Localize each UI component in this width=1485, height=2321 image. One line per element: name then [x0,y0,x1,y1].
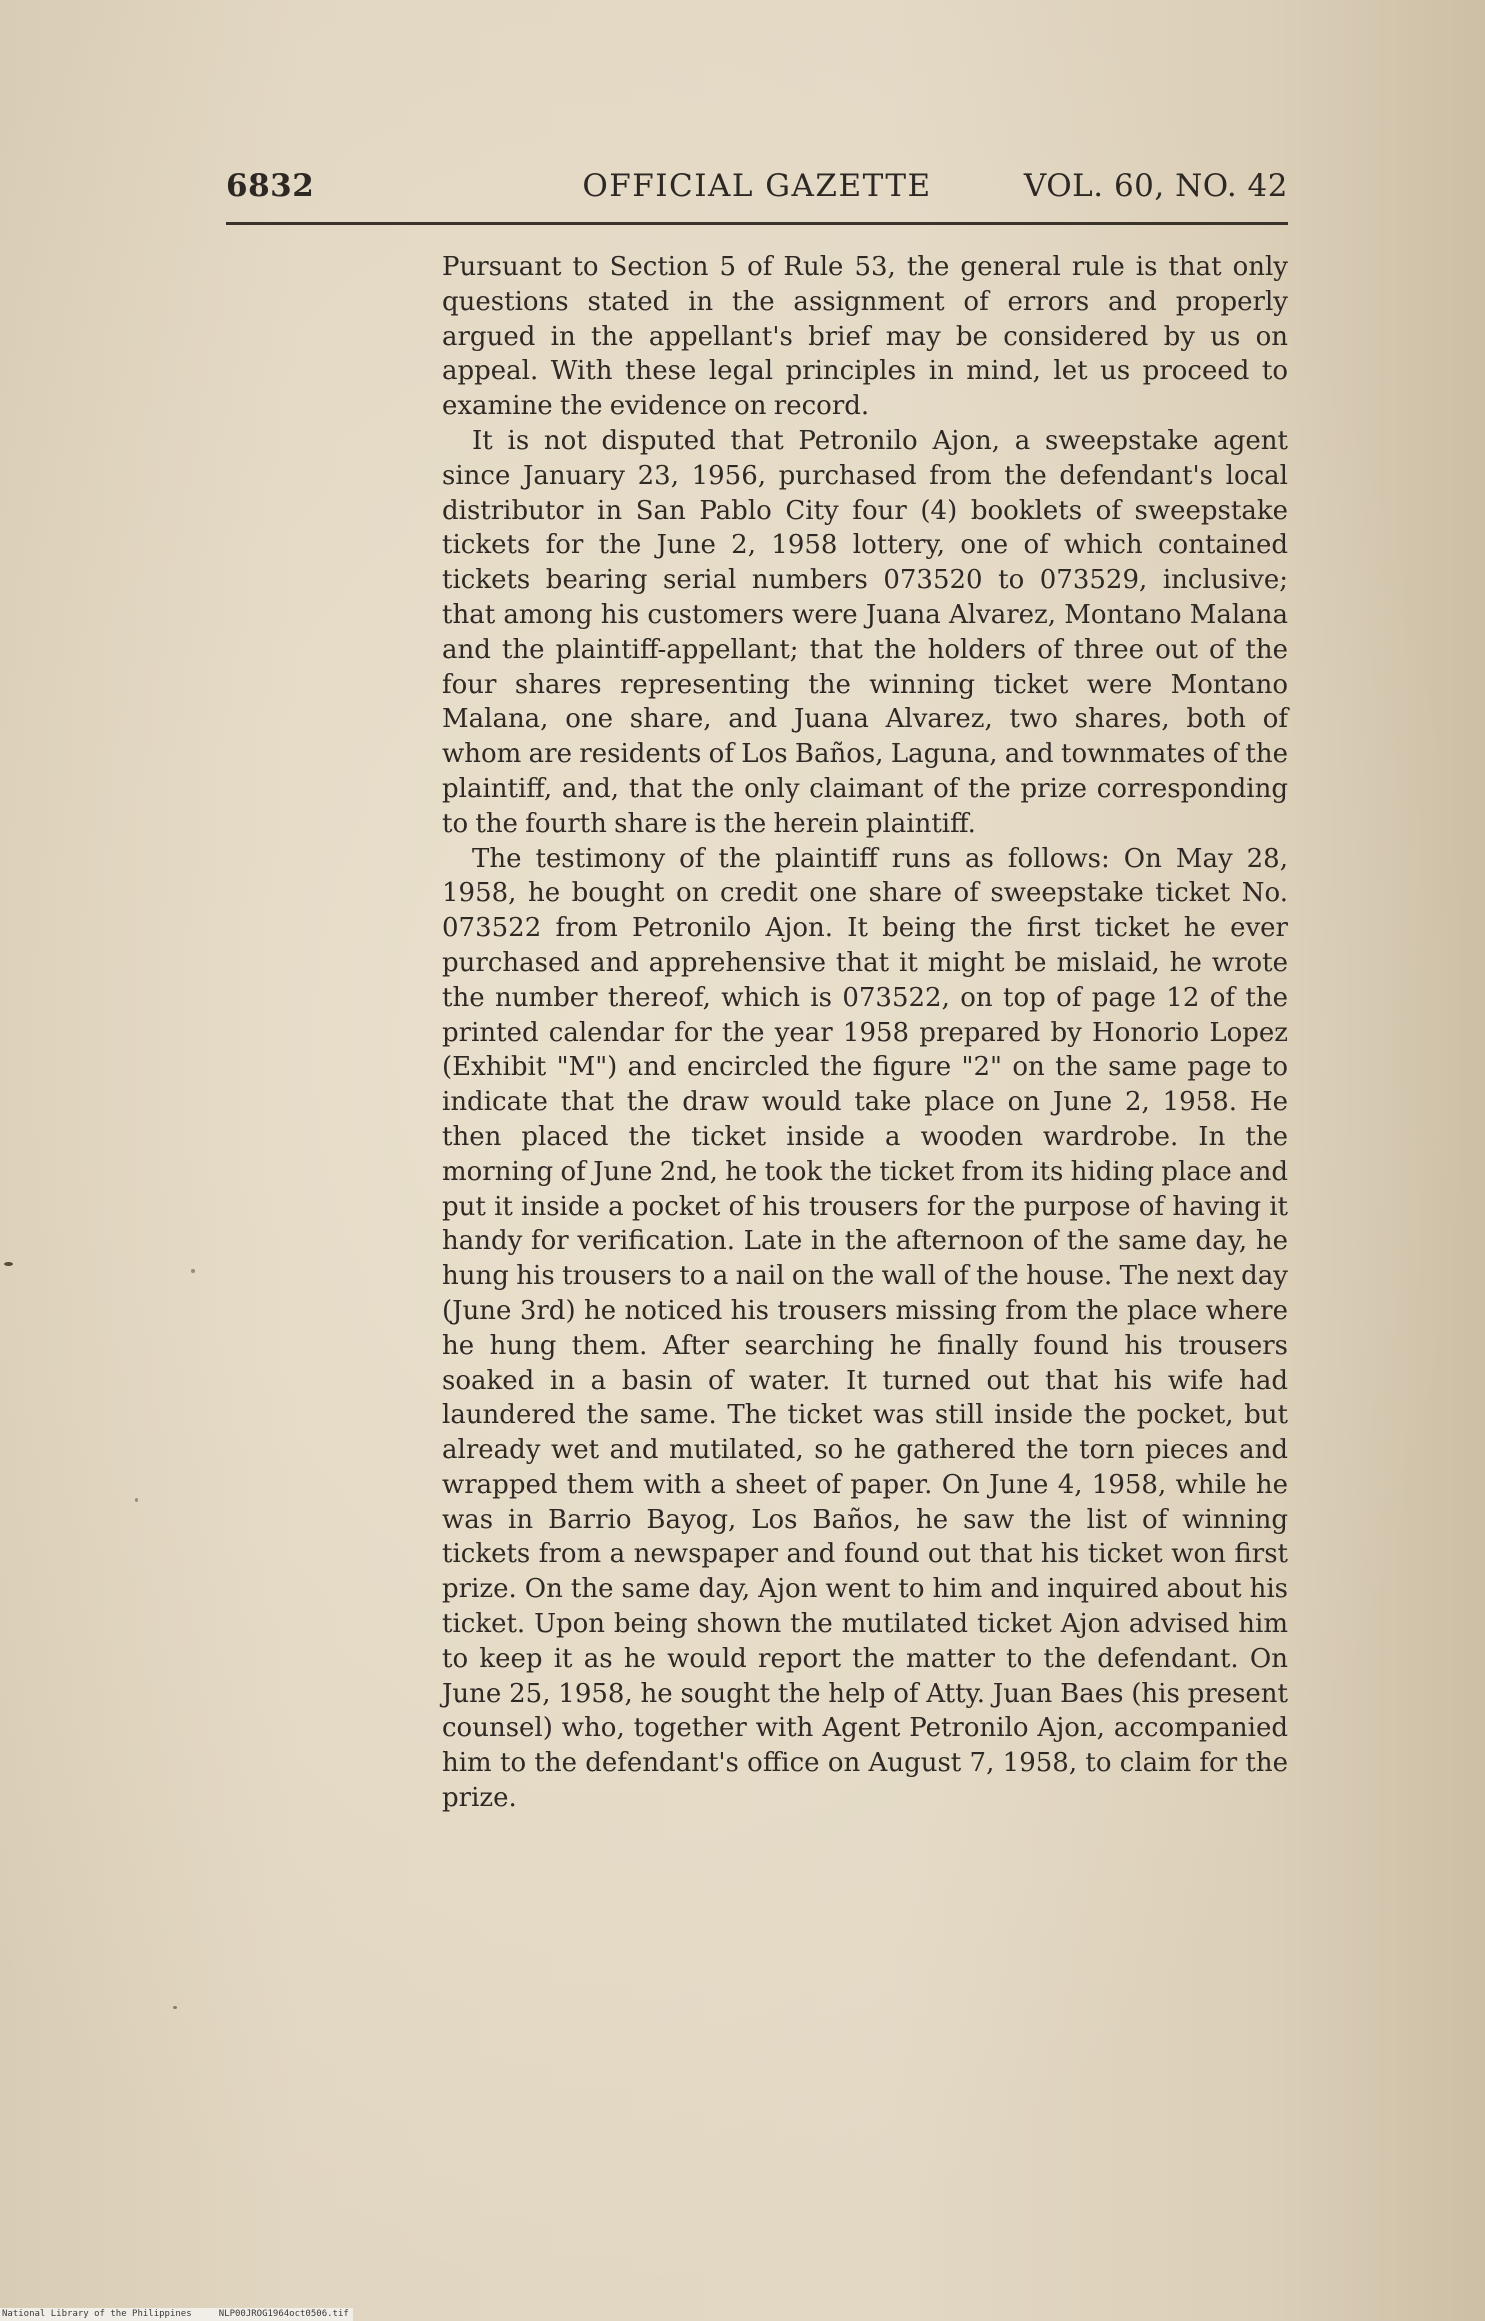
header-rule [226,222,1288,225]
paper-speck [135,1498,138,1502]
paper-speck [173,2006,177,2009]
paragraph-1: Pursuant to Section 5 of Rule 53, the general rule is that only questions stated in the assignment of errors and properly argued in the appellant's brief may be considered by us on appeal. With these legal principles in mind, let us proceed to examine the evidence on record. [442,252,1288,422]
article-body [442,250,1288,1816]
gazette-title: OFFICIAL GAZETTE [582,168,932,204]
scan-footer-stamp: National Library of the Philippines NLP00JROG1964oct0506.tif [0,2308,353,2321]
paper-speck [191,1269,195,1273]
page-number: 6832 [226,168,315,204]
page-header [226,168,1288,212]
paragraph-3: The testimony of the plaintiff runs as follows: On May 28, 1958, he bought on credit one share of sweepstake ticket No. 073522 from Petronilo Ajon. It being the first ticket he ever purchased and apprehensive that it might be mislaid, he wrote the number thereof, which is 073522, on top of page 12 of the printed calendar for the year 1958 prepared by Honorio Lopez (Exhibit "M") and encircled the figure "2" on the same page to indicate that the draw would take place on June 2, 1958. He then placed the ticket inside a wooden wardrobe. In the morning of June 2nd, he took the ticket from its hiding place and put it inside a pocket of his trousers for the purpose of having it handy for verification. Late in the afternoon of the same day, he hung his trousers to a nail on the wall of the house. The next day (June 3rd) he noticed his trousers missing from the place where he hung them. After searching he finally found his trousers soaked in a basin of water. It turned out that his wife had laundered the same. The ticket was still inside the pocket, but already wet and mutilated, so he gathered the torn pieces and wrapped them with a sheet of paper. On June 4, 1958, while he was in Barrio Bayog, Los Baños, he saw the list of winning tickets from a newspaper and found out that his ticket won first prize. On the same day, Ajon went to him and inquired about his ticket. Upon being shown the mutilated ticket Ajon advised him to keep it as he would report the matter to the defendant. On June 25, 1958, he sought the help of Atty. Juan Baes (his present counsel) who, together with Agent Petronilo Ajon, accompanied him to the defendant's office on August 7, 1958, to claim for the prize. [442,843,1288,1814]
paragraph-2: It is not disputed that Petronilo Ajon, a sweepstake agent since January 23, 1956, purchased from the defendant's local distributor in San Pablo City four (4) booklets of sweepstake tickets for the June 2, 1958 lottery, one of which contained tickets bearing serial numbers 073520 to 073529, inclusive; that among his customers were Juana Alvarez, Montano Malana and the plaintiff-appellant; that the holders of three out of the four shares representing the winning ticket were Montano Malana, one share, and Juana Alvarez, two shares, both of whom are residents of Los Baños, Laguna, and townmates of the plaintiff, and, that the only claimant of the prize corresponding to the fourth share is the herein plaintiff. [442,425,1288,839]
volume-issue: VOL. 60, NO. 42 [1023,168,1288,204]
paper-speck [4,1262,13,1266]
